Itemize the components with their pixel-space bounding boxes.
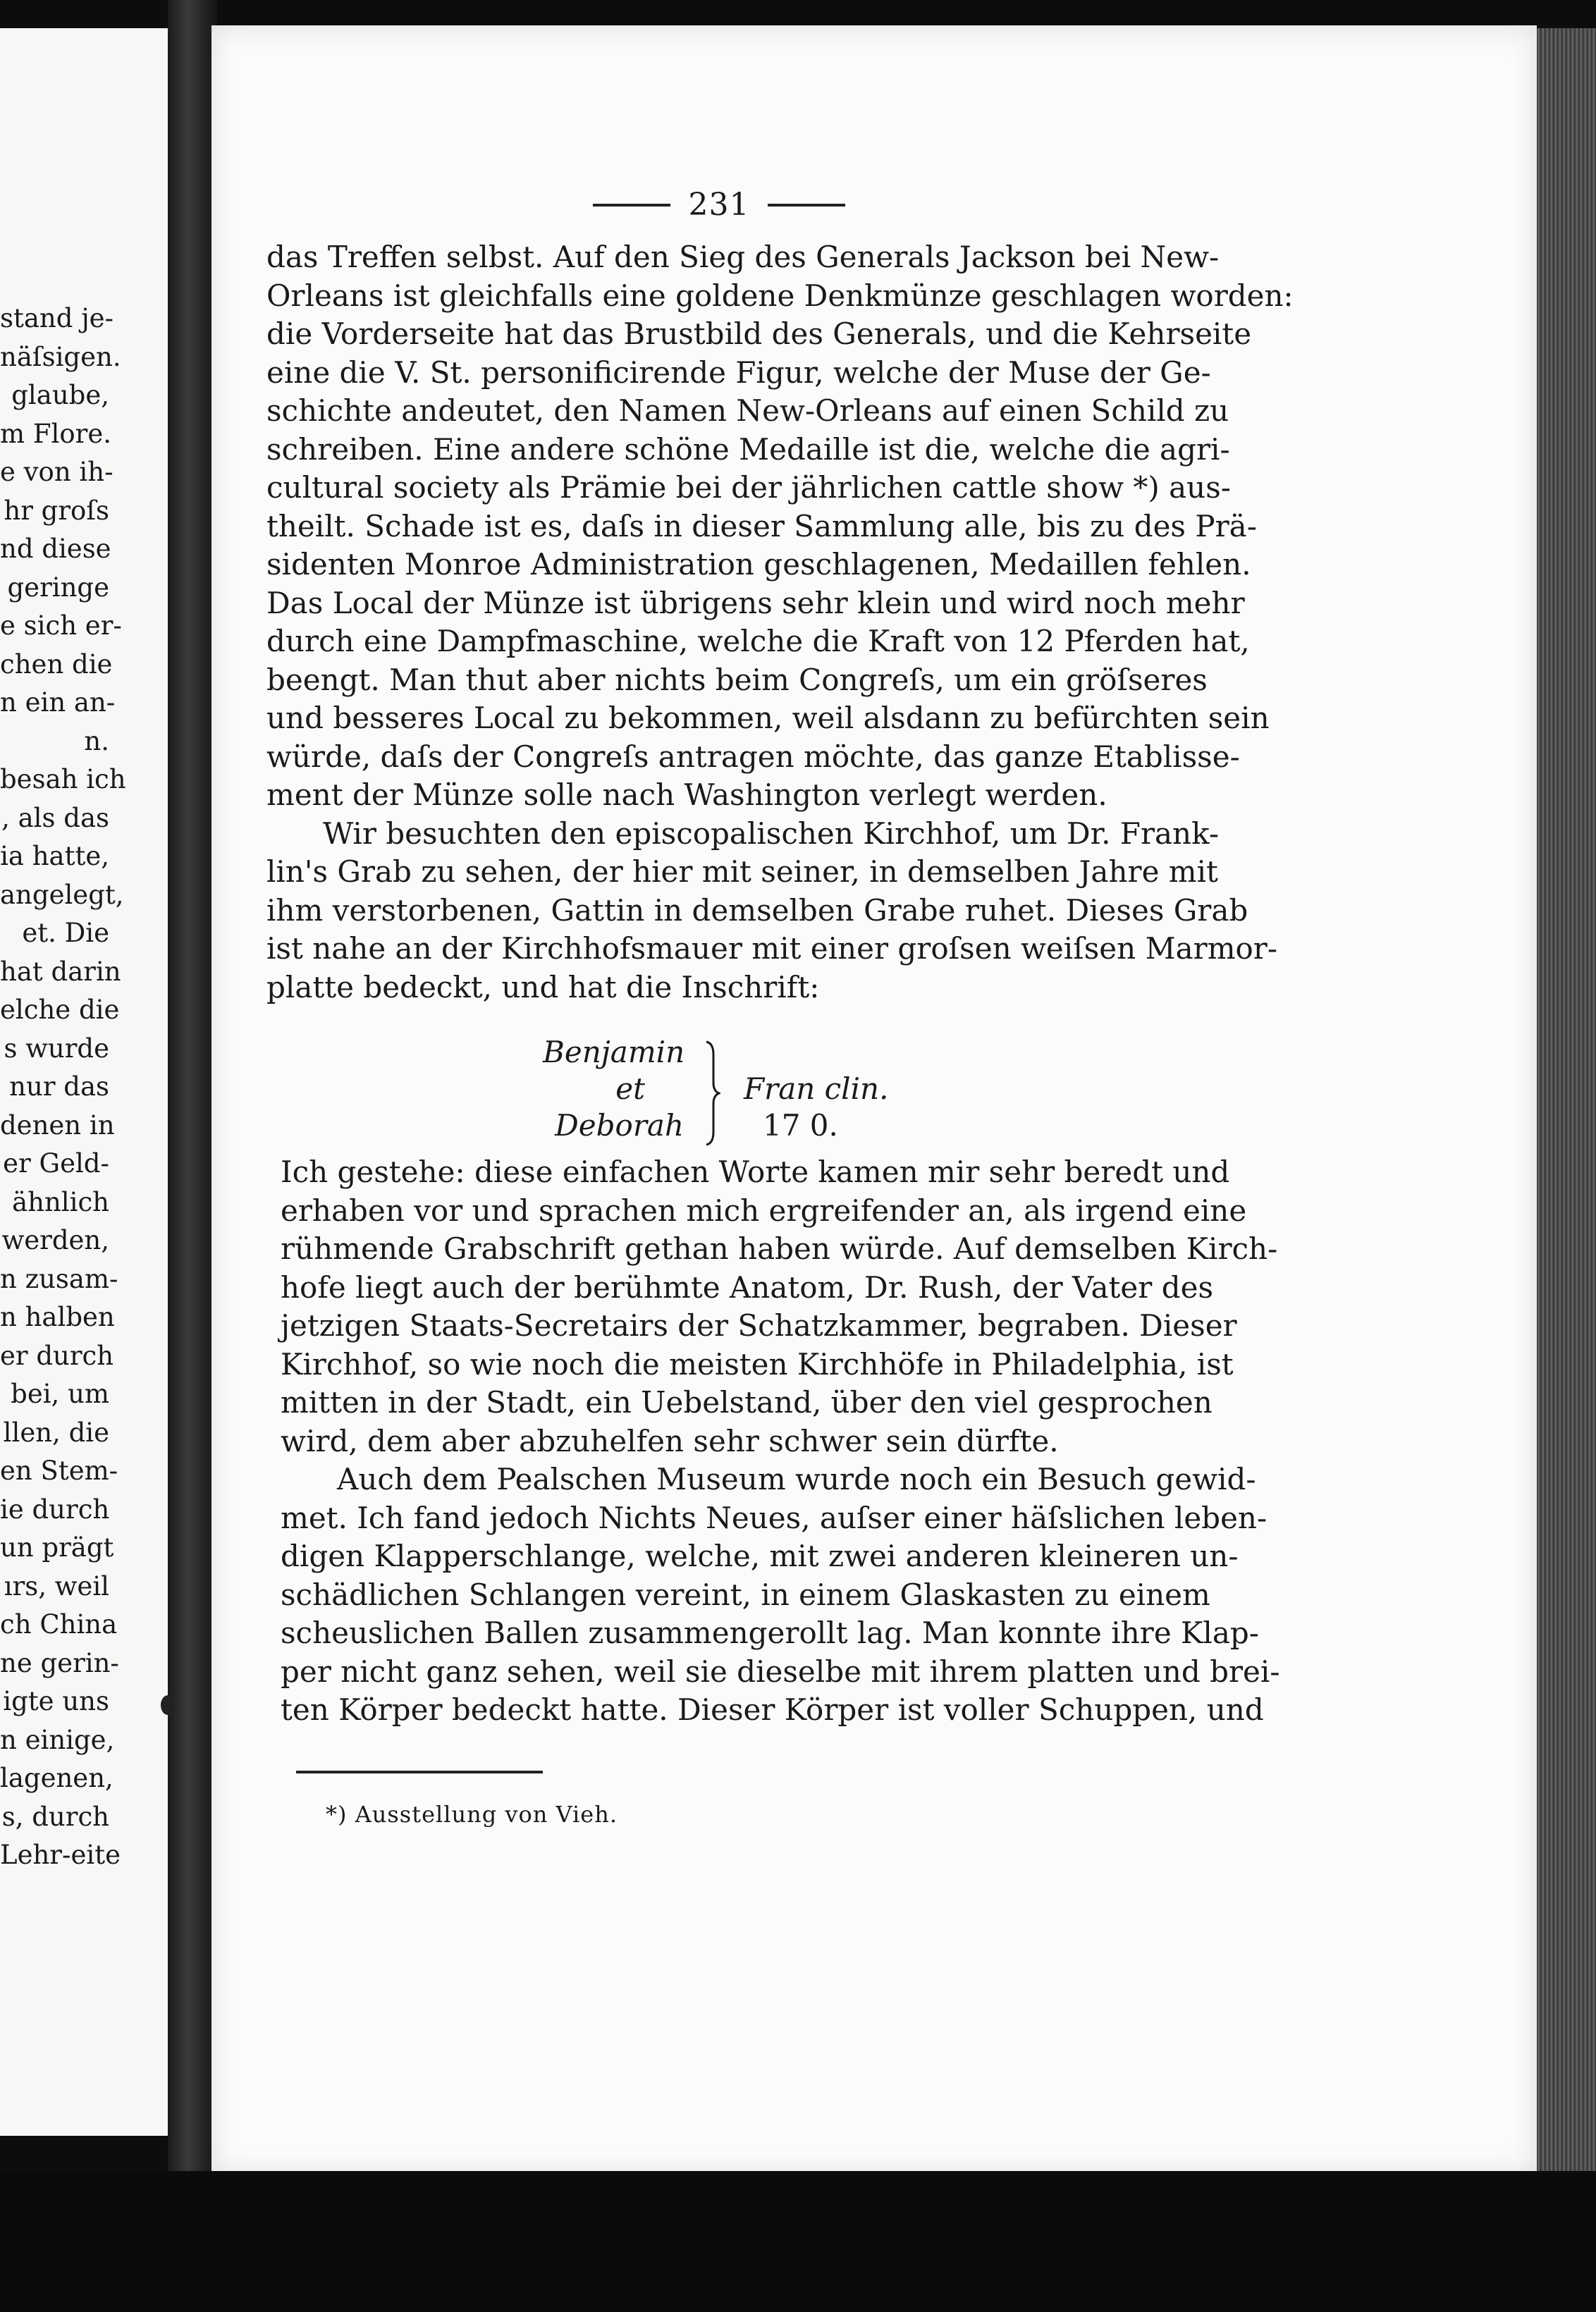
text-line: ist nahe an der Kirchhofsmauer mit einer groſsen weiſsen Marmor- <box>266 931 1278 966</box>
text-line: lagenen, <box>0 1763 113 1793</box>
text-line: platte bedeckt, und hat die Inschrift: <box>266 969 820 1004</box>
text-line: digen Klapperschlange, welche, mit zwei anderen kleineren un- <box>281 1539 1239 1573</box>
text-line: e sich er- <box>0 610 122 641</box>
text-line: ihm verstorbenen, Gattin in demselben Grabe ruhet. Dieses Grab <box>266 892 1248 928</box>
text-line: er Geld- <box>3 1148 109 1179</box>
inscription-conjunction: et <box>615 1071 645 1106</box>
text-line: n einige, <box>0 1724 115 1755</box>
paragraph-mint <box>266 238 1294 815</box>
text-line: jetzigen Staats-Secretairs der Schatzkammer, begraben. Dieser <box>281 1308 1237 1343</box>
text-line: n ein an- <box>0 687 116 718</box>
text-line: ne gerin- <box>0 1647 119 1678</box>
previous-page-strip <box>0 28 172 2136</box>
paragraph-churchyard <box>266 815 1278 1007</box>
text-line: s wurde <box>4 1033 109 1064</box>
text-line: hr groſs <box>4 495 109 526</box>
text-line: cultural society als Prämie bei der jährlichen cattle show *) aus- <box>266 470 1231 505</box>
text-line: Lehr-eite <box>0 1840 121 1870</box>
text-line: scheuslichen Ballen zusammengerollt lag. Man konnte ihre Klap- <box>281 1616 1259 1650</box>
text-line: ment der Münze solle nach Washington verlegt werden. <box>266 777 1107 812</box>
text-line: durch eine Dampfmaschine, welche die Kraft von 12 Pferden hat, <box>266 624 1250 658</box>
text-line: m Flore. <box>0 418 111 449</box>
text-line: Kirchhof, so wie noch die meisten Kirchhöfe in Philadelphia, ist <box>281 1346 1234 1382</box>
text-line: rühmende Grabschrift gethan haben würde. Auf demselben Kirch- <box>281 1231 1278 1266</box>
previous-page-text <box>0 300 126 1875</box>
text-line: mitten in der Stadt, ein Uebelstand, über den viel gesprochen <box>281 1385 1213 1420</box>
text-line: glaube, <box>11 380 109 410</box>
text-line: per nicht ganz sehen, weil sie dieselbe mit ihrem platten und brei- <box>281 1654 1280 1689</box>
text-line: igte uns <box>3 1686 109 1716</box>
text-line: wird, dem aber abzuhelfen sehr schwer sein dürfte. <box>281 1423 1059 1458</box>
text-line: Das Local der Münze ist übrigens sehr klein und wird noch mehr <box>266 585 1245 620</box>
text-line: ırs, weil <box>4 1570 109 1601</box>
book-gutter <box>168 0 217 2312</box>
text-line: Orleans ist gleichfalls eine goldene Denkmünze geschlagen worden: <box>266 278 1294 313</box>
header-rule-left <box>593 204 670 207</box>
inscription-second-name: Deborah <box>555 1108 684 1143</box>
inscription-first-name: Benjamin <box>543 1035 685 1069</box>
text-line: et. Die <box>22 918 109 948</box>
text-line: schichte andeutet, den Namen New-Orleans auf einen Schild zu <box>266 393 1229 428</box>
text-line: bei, um <box>11 1379 109 1409</box>
text-line: beengt. Man thut aber nichts beim Congreſs, um ein gröſseres <box>266 662 1208 697</box>
text-line: ten Körper bedeckt hatte. Dieser Körper ist voller Schuppen, und <box>281 1692 1264 1727</box>
page-header <box>578 187 860 223</box>
text-line: er durch <box>0 1340 114 1371</box>
text-line: n halben <box>0 1302 115 1332</box>
text-line: angelegt, <box>0 879 124 910</box>
text-line: , als das <box>1 802 109 833</box>
text-line: eine die V. St. personificirende Figur, welche der Muse der Ge- <box>266 355 1211 390</box>
text-line: würde, daſs der Congreſs antragen möchte, das ganze Etablisse- <box>266 739 1240 774</box>
text-line: e von ih- <box>0 457 113 487</box>
paragraph-museum <box>281 1461 1280 1730</box>
footnote-rule <box>296 1771 543 1773</box>
text-line: s, durch <box>1 1801 109 1832</box>
inscription-year: 17 0. <box>763 1108 838 1143</box>
curly-brace-icon <box>704 1040 720 1146</box>
main-text-top <box>266 238 1294 1007</box>
text-line: Auch dem Pealschen Museum wurde noch ein Besuch gewid- <box>337 1462 1256 1496</box>
text-line: ch China <box>0 1609 118 1640</box>
text-line: schreiben. Eine andere schöne Medaille ist die, welche die agri- <box>266 431 1230 467</box>
text-line: näſsigen. <box>0 341 121 372</box>
header-rule-right <box>768 204 845 207</box>
text-line: denen in <box>0 1109 115 1140</box>
text-line: die Vorderseite hat das Brustbild des Generals, und die Kehrseite <box>266 316 1252 351</box>
text-line: sidenten Monroe Administration geschlagenen, Medaillen fehlen. <box>266 547 1251 582</box>
text-line: met. Ich fand jedoch Nichts Neues, auſser einer häſslichen leben- <box>281 1500 1267 1535</box>
binding-mark <box>161 1695 175 1715</box>
text-line: en Stem- <box>0 1456 118 1486</box>
footnote: *) Ausstellung von Vieh. <box>326 1801 618 1828</box>
paragraph-epitaph <box>281 1153 1278 1461</box>
scan-bottom-margin <box>0 2171 1596 2312</box>
text-line: un prägt <box>0 1532 114 1563</box>
text-line: das Treffen selbst. Auf den Sieg des Generals Jackson bei New- <box>266 240 1220 274</box>
text-line: werden, <box>1 1225 109 1255</box>
text-line: Wir besuchten den episcopalischen Kirchhof, um Dr. Frank- <box>323 816 1220 851</box>
inscription-surname: Fran clin. <box>744 1071 889 1106</box>
grave-inscription <box>536 1035 1029 1162</box>
text-line: Ich gestehe: diese einfachen Worte kamen mir sehr beredt und <box>281 1155 1230 1189</box>
text-line: ähnlich <box>12 1186 109 1217</box>
text-line: nur das <box>9 1071 109 1102</box>
text-line: schädlichen Schlangen vereint, in einem Glaskasten zu einem <box>281 1577 1210 1612</box>
text-line: ia hatte, <box>0 841 109 871</box>
text-line: elche die <box>0 995 120 1025</box>
text-line: n. <box>84 725 109 756</box>
page-number: 231 <box>688 187 750 223</box>
text-line: lin's Grab zu sehen, der hier mit seiner, in demselben Jahre mit <box>266 854 1218 889</box>
text-line: chen die <box>0 648 113 680</box>
text-line: und besseres Local zu bekommen, weil alsdann zu befürchten sein <box>266 701 1270 735</box>
main-text-bottom <box>281 1153 1280 1730</box>
text-line: n zusam- <box>0 1263 118 1294</box>
text-line: nd diese <box>0 534 111 564</box>
text-line: hofe liegt auch der berühmte Anatom, Dr. Rush, der Vater des <box>281 1269 1213 1305</box>
text-line: erhaben vor und sprachen mich ergreifender an, als irgend eine <box>281 1193 1247 1228</box>
text-line: besah ich <box>0 764 126 794</box>
text-line: stand je- <box>0 303 114 333</box>
text-line: ie durch <box>0 1494 110 1525</box>
text-line: hat darin <box>0 956 121 987</box>
text-line: geringe <box>7 572 109 603</box>
text-line: llen, die <box>3 1417 109 1448</box>
text-line: theilt. Schade ist es, daſs in dieser Sammlung alle, bis zu des Prä- <box>266 508 1257 543</box>
